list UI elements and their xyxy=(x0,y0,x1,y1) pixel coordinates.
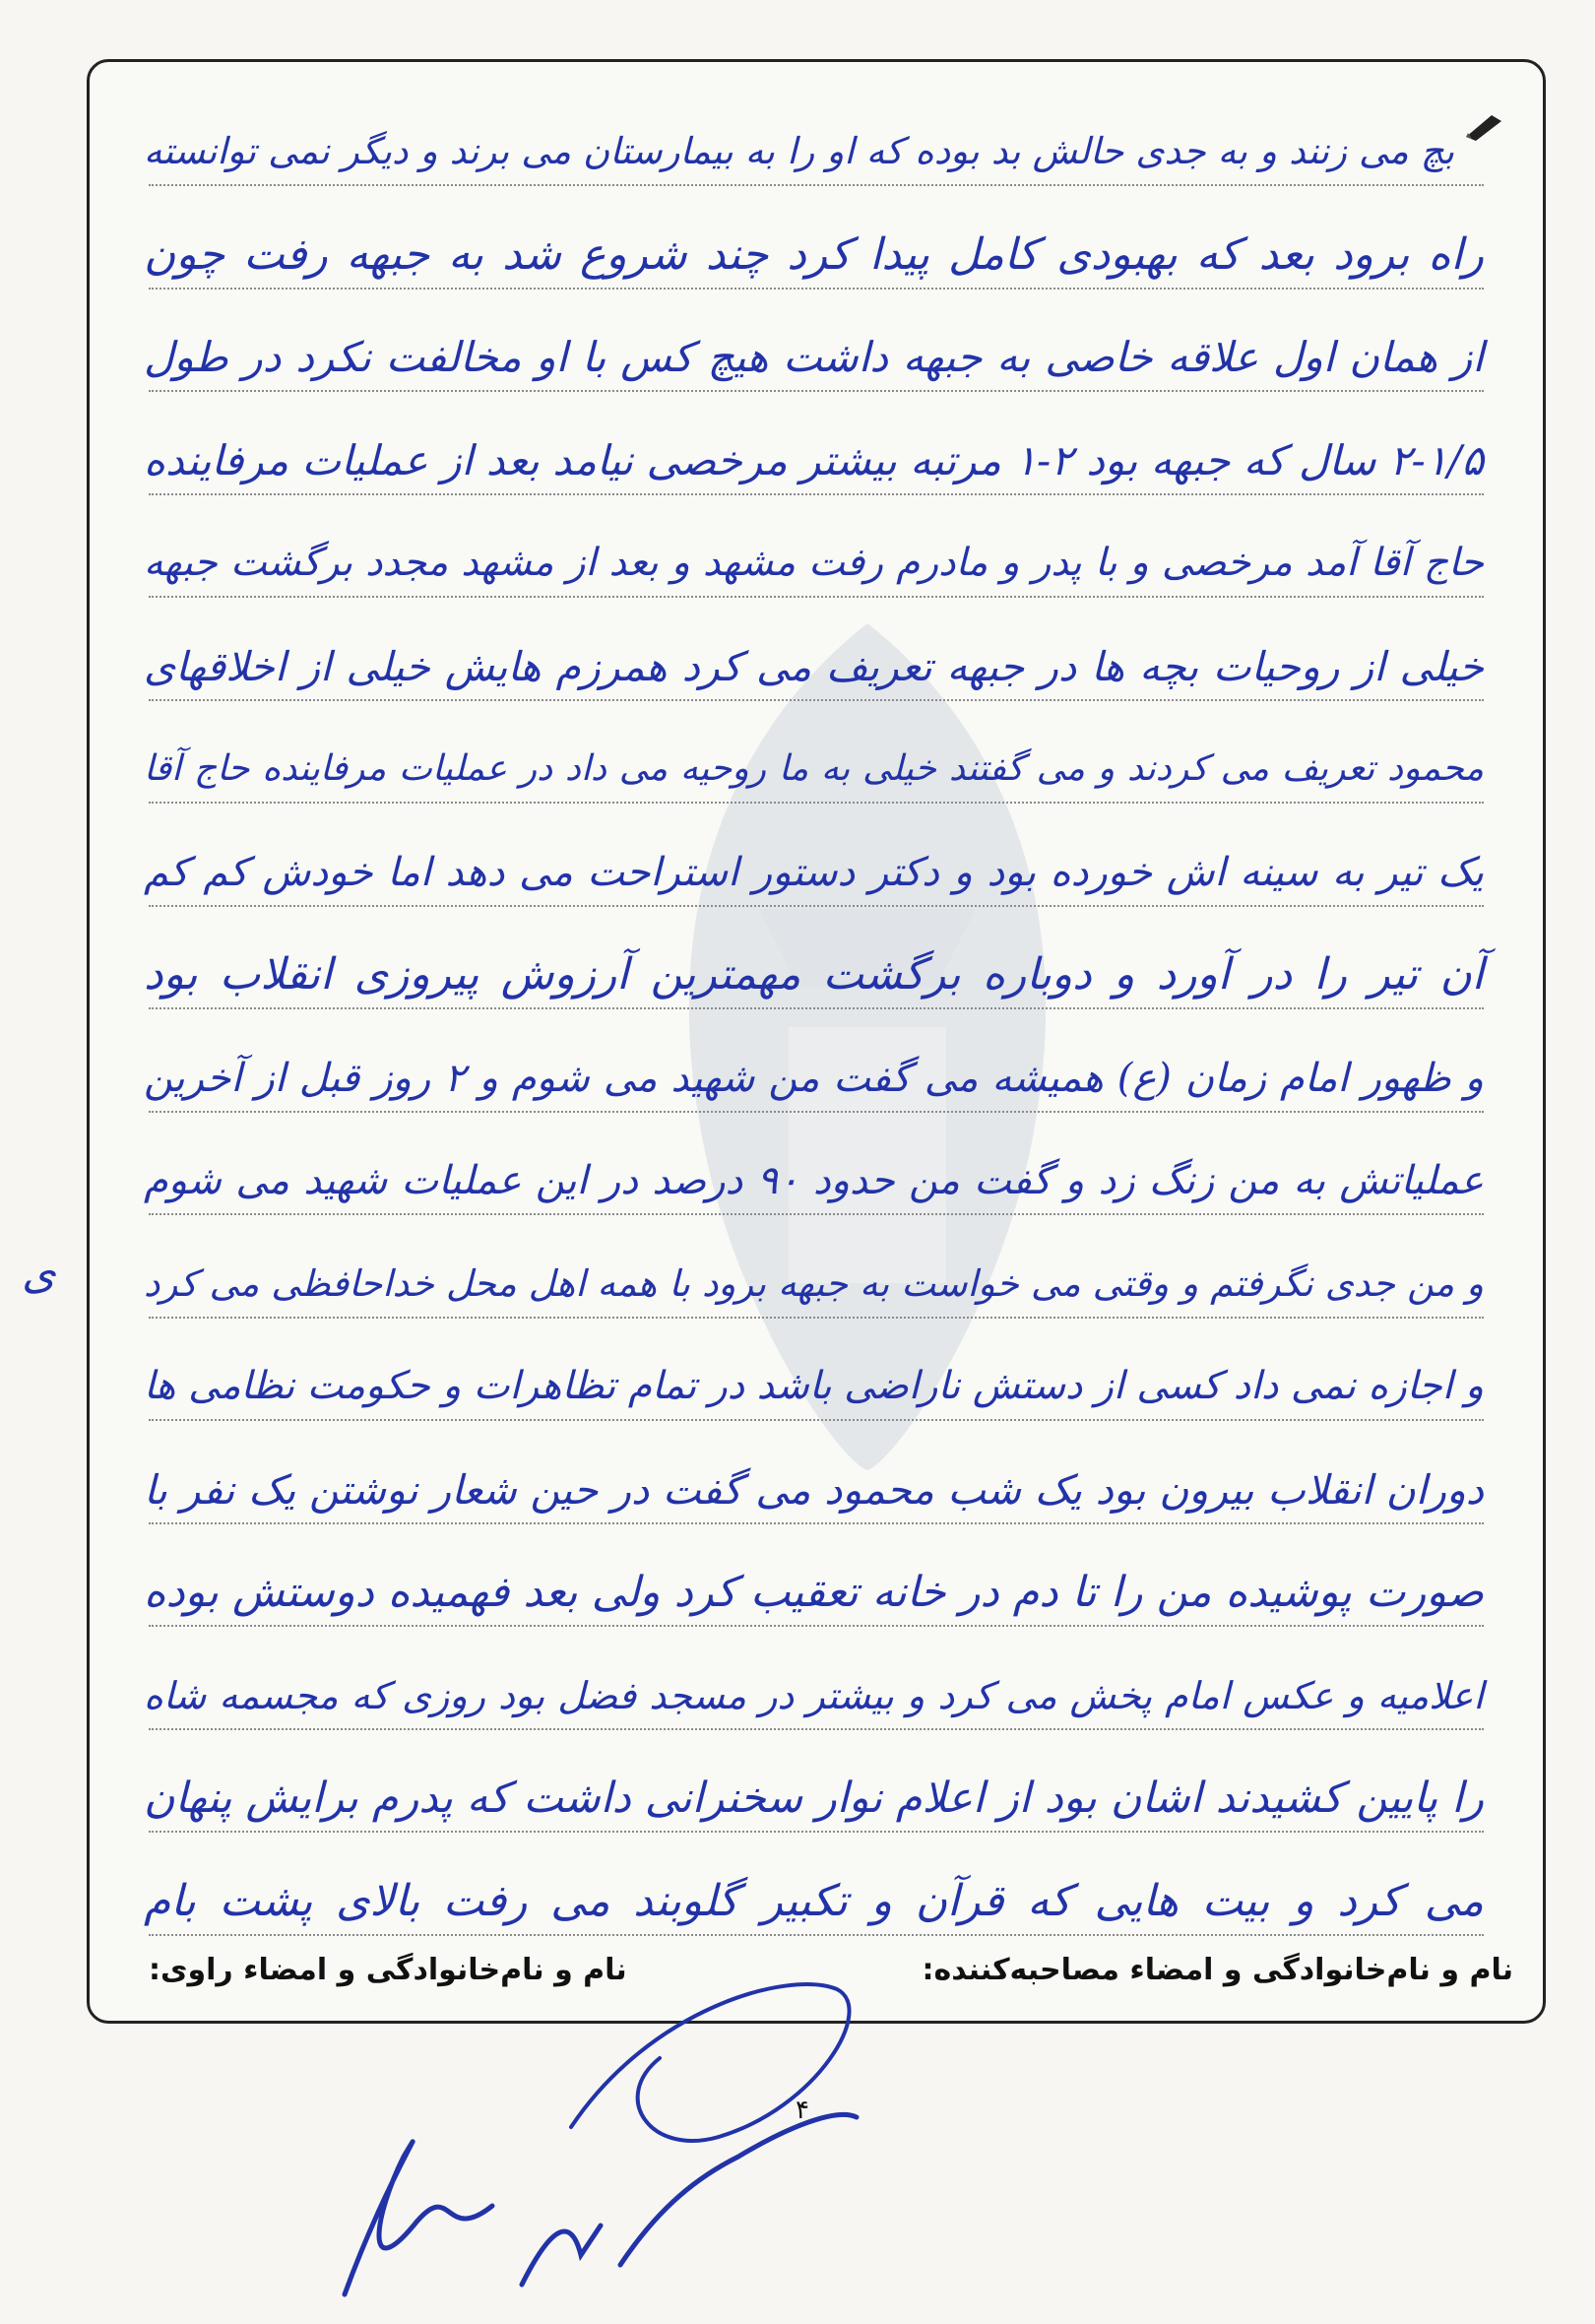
signature-scribble xyxy=(325,1930,876,2324)
handwritten-line: اعلامیه و عکس امام پخش می کرد و بیشتر در مسجد فضل بود روزی که مجسمه شاه xyxy=(144,1673,1484,1717)
handwritten-line: ۲-۱/۵ سال که جبهه بود ۲-۱ مرتبه بیشتر مرخصی نیامد بعد از عملیات مرفاینده xyxy=(144,435,1485,484)
handwritten-line: می کرد و بیت هایی که قرآن و تکبیر گلوبند می رفت بالای پشت بام xyxy=(144,1875,1484,1926)
handwritten-line: و من جدی نگرفتم و وقتی می خواست به جبهه برود با همه اهل محل خداحافظی می کرد xyxy=(144,1261,1484,1305)
handwritten-line: صورت پوشیده من را تا دم در خانه تعقیب کرد ولی بعد فهمیده دوستش بوده xyxy=(144,1568,1484,1617)
handwritten-line: خیلی از روحیات بچه ها در جبهه تعریف می کرد همرزم هایش خیلی از اخلاقهای xyxy=(144,642,1484,690)
handwritten-line: محمود تعریف می کردند و می گفتند خیلی به ما روحیه می داد در عملیات مرفاینده حاج آقا xyxy=(144,748,1484,789)
handwritten-line: راه برود بعد که بهبودی کامل پیدا کرد چند شروع شد به جبهه رفت چون xyxy=(144,228,1484,280)
page-number: ۴ xyxy=(796,2096,809,2125)
handwritten-line: دوران انقلاب بیرون بود یک شب محمود می گفت در حین شعار نوشتن یک نفر با xyxy=(144,1465,1484,1514)
interviewer-signature-label: نام و نام‌خانوادگی و امضاء مصاحبه‌کننده: xyxy=(922,1953,1513,1987)
handwritten-line: و ظهور امام زمان (ع) همیشه می گفت من شهید می شوم و ۲ روز قبل از آخرین xyxy=(144,1055,1484,1101)
pen-icon xyxy=(1462,111,1505,141)
handwritten-line: یک تیر به سینه اش خورده بود و دکتر دستور استراحت می دهد اما خودش کم کم xyxy=(144,849,1484,895)
margin-note-ya: ی xyxy=(22,1249,56,1299)
narrator-signature-label: نام و نام‌خانوادگی و امضاء راوی: xyxy=(149,1953,627,1987)
handwritten-line: و اجازه نمی داد کسی از دستش ناراضی باشد در تمام تظاهرات و حکومت نظامی ها xyxy=(144,1364,1484,1408)
handwritten-line: بچ می زنند و به جدی حالش بد بوده که او را به بیمارستان می برند و دیگر نمی توانسته xyxy=(144,130,1454,172)
handwritten-line: آن تیر را در آورد و دوباره برگشت مهمترین آرزوش پیروزی انقلاب بود xyxy=(144,949,1484,1000)
handwritten-line: حاج آقا آمد مرخصی و با پدر و مادرم رفت مشهد و بعد از مشهد مجدد برگشت جبهه xyxy=(144,541,1484,585)
handwritten-line: از همان اول علاقه خاصی به جبهه داشت هیچ کس با او مخالفت نکرد در طول xyxy=(144,333,1484,381)
handwritten-line: عملیاتش به من زنگ زد و گفت من حدود ۹۰ درصد در این عملیات شهید می شوم xyxy=(144,1158,1484,1203)
page-frame xyxy=(87,59,1546,2024)
handwritten-line: را پایین کشیدند اشان بود از اعلام نوار سخنرانی داشت که پدرم برایش پنهان xyxy=(144,1774,1484,1823)
